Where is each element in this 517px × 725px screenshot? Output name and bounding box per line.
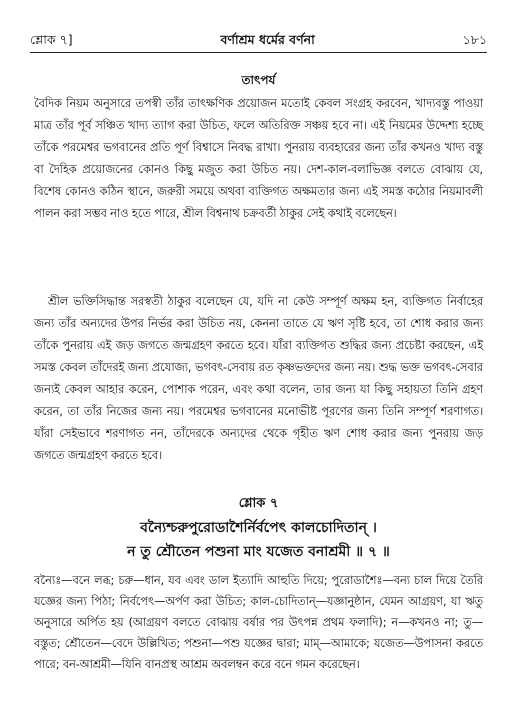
purport-paragraph-1-container (34, 92, 483, 224)
purport-title: তাৎপর্য (241, 73, 276, 87)
purport-paragraph-2-container (34, 290, 483, 466)
purport-paragraph-1: বৈদিক নিয়ম অনুসারে তপস্বী তাঁর তাৎক্ষণিক প্রয়োজন মতোই কেবল সংগ্রহ করবেন, খাদ্যবস্তু পাওয়া মাত্র তাঁর পূর্ব সঞ্চিত খাদ্য ত্যাগ করা উচিত, ফলে অতিরিক্ত সঞ্চয় হবে না। এই নিয়মের উদ্দেশ্য হচ্ছে তাঁকে পরমেশ্বর ভগবানের প্রতি পূর্ণ বিশ্বাসে নিবদ্ধ রাখা। পুনরায় ব্যবহারের জন্য তাঁর কখনও খাদ্য বস্তু বা দৈহিক প্রয়োজনের কোনও কিছু মজুত করা উচিত নয়। দেশ-কাল-বলাভিজ্ঞ বলতে বোঝায় যে, বিশেষ কোনও কঠিন স্থানে, জরুরী সময়ে অথবা ব্যক্তিগত অক্ষমতার জন্য এই সমস্ত কঠোর নিয়মাবলী পালন করা সম্ভব নাও হতে পারে, শ্রীল বিশ্বনাথ চক্রবর্তী ঠাকুর সেই কথাই বলেছেন। (34, 96, 483, 220)
verse-title: শ্লোক ৭ (238, 496, 279, 511)
header-rule (30, 52, 487, 53)
chapter-title: বর্ণাশ্রম ধর্মের বর্ণনা (220, 32, 315, 47)
page-number: ১৮১ (462, 32, 487, 47)
purport-paragraph-2: শ্রীল ভক্তিসিদ্ধান্ত সরস্বতী ঠাকুর বলেছেন যে, যদি না কেউ সম্পূর্ণ অক্ষম হন, ব্যক্তিগত নির্বাহের জন্য তাঁর অন্যদের উপর নির্ভর করা উচিত নয়, কেননা তাতে যে ঋণ সৃষ্টি হবে, তা শোধ করার জন্য তাঁকে পুনরায় এই জড় জগতে জন্মগ্রহণ করতে হবে। যাঁরা ব্যক্তিগত শুদ্ধির জন্য প্রচেষ্টা করছেন, এই সমস্ত কেবল তাঁদেরই জন্য প্রযোজ্য, ভগবৎ-সেবায় রত কৃষ্ণভক্তদের জন্য নয়। শুদ্ধ ভক্ত ভগবৎ-সেবার জন্যই কেবল আহার করেন, পোশাক পরেন, এবং কথা বলেন, তার জন্য যা কিছু সহায়তা তিনি গ্রহণ করেন, তা তাঁর নিজের জন্য নয়। পরমেশ্বর ভগবানের মনোভীষ্ট পূরণের জন্য তিনি সম্পূর্ণ শরণাগত। যাঁরা সেইভাবে শরণাগত নন, তাঁদেরকে অন্যদের থেকে গৃহীত ঋণ শোধ করার জন্য পুনরায় জড় জগতে জন্মগ্রহণ করতে হবে। (34, 294, 483, 462)
verse-reference: শ্লোক ৭] (30, 32, 73, 47)
running-header (30, 32, 487, 52)
verse-line-1: বন্যৈশ্চরুপুরোডাশৈর্নির্বপেৎ কালচোদিতান্ । (140, 520, 377, 536)
verse-line-2: ন তু শ্রৌতেন পশুনা মাং যজেত বনাশ্রমী ॥ ৭ ॥ (127, 544, 390, 560)
synonyms-block (34, 570, 483, 675)
synonyms-text: বন্যৈঃ—বনে লব্ধ; চরু—ধান, যব এবং ডাল ইত্যাদি আহুতি দিয়ে; পুরোডাশৈঃ—বন্য চাল দিয়ে তৈরি যজ্ঞের জন্য পিঠা; নির্বপেৎ—অর্পণ করা উচিত; কাল-চোদিতান্—যজ্ঞানুষ্ঠান, যেমন আগ্রয়ণ, যা ঋতু অনুসারে অর্পিত হয় (আগ্রয়ণ বলতে বোঝায় বর্ষার পর উৎপন্ন প্রথম ফলাদি); ন—কখনও না; তু—বস্তুত; শ্রৌতেন—বেদে উল্লিখিত; পশুনা—পশু যজ্ঞের দ্বারা; মাম্—আমাকে; যজেত—উপাসনা করতে পারে; বন-আশ্রমী—যিনি বানপ্রস্থ আশ্রম অবলম্বন করে বনে গমন করেছেন। (34, 573, 483, 671)
